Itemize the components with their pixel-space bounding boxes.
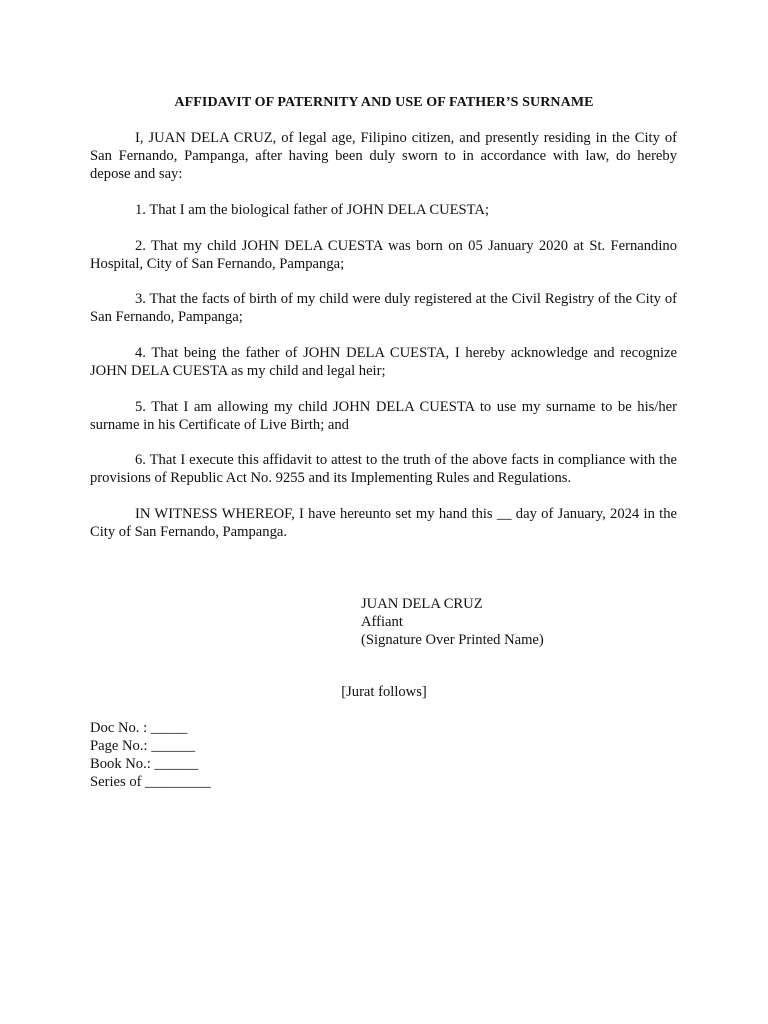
notarial-details <box>90 719 211 791</box>
witness-paragraph: IN WITNESS WHEREOF, I have hereunto set my hand this __ day of January, 2024 in the City of San Fernando, Pampanga. <box>90 506 677 540</box>
document-title: AFFIDAVIT OF PATERNITY AND USE OF FATHER’S SURNAME <box>174 95 594 110</box>
jurat-note: [Jurat follows] <box>341 684 427 700</box>
series-year: Series of _________ <box>90 774 211 790</box>
book-number: Book No.: ______ <box>90 756 199 772</box>
signature-block <box>361 595 544 649</box>
intro-paragraph: I, JUAN DELA CRUZ, of legal age, Filipino citizen, and presently residing in the City of San Fernando, Pampanga, after having been duly sworn to in accordance with law, do hereby depose and say: <box>90 130 677 182</box>
affiant-name: JUAN DELA CRUZ <box>361 596 483 612</box>
page-number: Page No.: ______ <box>90 738 195 754</box>
signature-note: (Signature Over Printed Name) <box>361 632 544 648</box>
doc-number: Doc No. : _____ <box>90 720 188 736</box>
paragraph-item-4: 4. That being the father of JOHN DELA CUESTA, I hereby acknowledge and recognize JOHN DELA CUESTA as my child and legal heir; <box>90 345 677 379</box>
paragraph-item-1: 1. That I am the biological father of JOHN DELA CUESTA; <box>135 202 490 218</box>
affiant-role: Affiant <box>361 614 403 630</box>
paragraph-item-2: 2. That my child JOHN DELA CUESTA was born on 05 January 2020 at St. Fernandino Hospital, City of San Fernando, Pampanga; <box>90 238 677 272</box>
paragraph-item-3: 3. That the facts of birth of my child were duly registered at the Civil Registry of the City of San Fernando, Pampanga; <box>90 291 677 325</box>
paragraph-item-6: 6. That I execute this affidavit to attest to the truth of the above facts in compliance with the provisions of Republic Act No. 9255 and its Implementing Rules and Regulations. <box>90 452 677 486</box>
paragraph-item-5: 5. That I am allowing my child JOHN DELA CUESTA to use my surname to be his/her surname in his Certificate of Live Birth; and <box>90 399 677 433</box>
